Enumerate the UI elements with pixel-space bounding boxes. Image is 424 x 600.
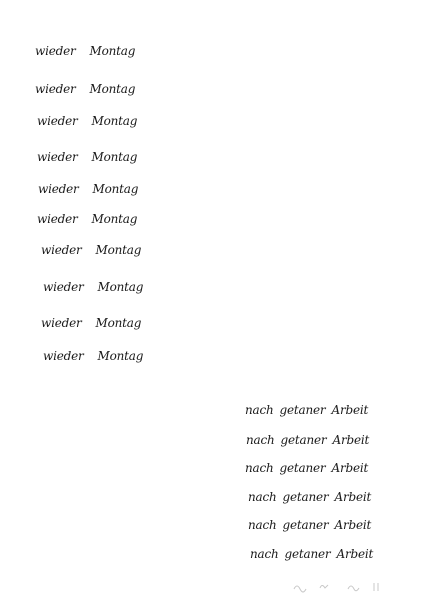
right-line-1 bbox=[245, 403, 368, 417]
left-line-1 bbox=[35, 44, 135, 58]
left-line-3 bbox=[37, 114, 137, 128]
left-word-1: wieder bbox=[37, 114, 78, 128]
left-word-2: Montag bbox=[91, 150, 138, 164]
right-word-3: Arbeit bbox=[331, 403, 369, 417]
right-word-1: nach bbox=[246, 433, 275, 447]
left-word-1: wieder bbox=[35, 44, 76, 58]
left-line-4 bbox=[37, 150, 137, 164]
right-word-1: nach bbox=[248, 518, 277, 532]
left-line-6 bbox=[37, 212, 137, 226]
right-word-3: Arbeit bbox=[332, 433, 370, 447]
faint-handwriting-trace bbox=[290, 579, 390, 593]
left-line-5 bbox=[38, 182, 138, 196]
right-word-2: getaner bbox=[282, 518, 329, 532]
left-line-2 bbox=[35, 82, 135, 96]
right-line-5 bbox=[248, 518, 371, 532]
left-word-2: Montag bbox=[97, 280, 144, 294]
right-line-6 bbox=[250, 547, 373, 561]
left-word-2: Montag bbox=[89, 44, 136, 58]
left-word-1: wieder bbox=[37, 212, 78, 226]
right-word-1: nach bbox=[250, 547, 279, 561]
left-line-7 bbox=[41, 243, 141, 257]
left-word-1: wieder bbox=[37, 150, 78, 164]
right-word-2: getaner bbox=[282, 490, 329, 504]
right-word-1: nach bbox=[245, 461, 274, 475]
right-word-3: Arbeit bbox=[334, 518, 372, 532]
faint-scribble-graphic bbox=[290, 579, 390, 593]
right-line-2 bbox=[246, 433, 369, 447]
right-word-1: nach bbox=[248, 490, 277, 504]
left-word-2: Montag bbox=[95, 316, 142, 330]
left-word-2: Montag bbox=[92, 182, 139, 196]
right-word-2: getaner bbox=[280, 433, 327, 447]
left-word-1: wieder bbox=[43, 349, 84, 363]
left-line-9 bbox=[41, 316, 141, 330]
left-word-2: Montag bbox=[89, 82, 136, 96]
left-word-1: wieder bbox=[35, 82, 76, 96]
left-word-1: wieder bbox=[41, 316, 82, 330]
left-word-1: wieder bbox=[43, 280, 84, 294]
right-word-2: getaner bbox=[279, 403, 326, 417]
left-word-1: wieder bbox=[38, 182, 79, 196]
left-word-2: Montag bbox=[97, 349, 144, 363]
left-line-10 bbox=[43, 349, 143, 363]
left-word-2: Montag bbox=[91, 212, 138, 226]
right-word-3: Arbeit bbox=[331, 461, 369, 475]
left-line-8 bbox=[43, 280, 143, 294]
right-word-3: Arbeit bbox=[336, 547, 374, 561]
right-word-2: getaner bbox=[284, 547, 331, 561]
left-word-1: wieder bbox=[41, 243, 82, 257]
right-line-3 bbox=[245, 461, 368, 475]
left-word-2: Montag bbox=[95, 243, 142, 257]
right-word-1: nach bbox=[245, 403, 274, 417]
right-line-4 bbox=[248, 490, 371, 504]
right-word-2: getaner bbox=[279, 461, 326, 475]
left-word-2: Montag bbox=[91, 114, 138, 128]
right-word-3: Arbeit bbox=[334, 490, 372, 504]
